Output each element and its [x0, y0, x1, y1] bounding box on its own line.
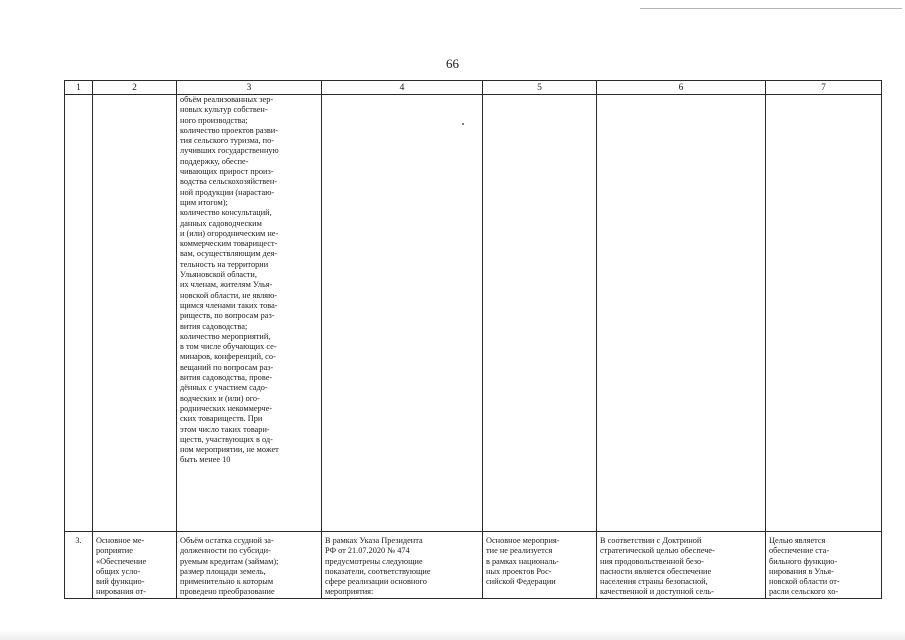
cell-activity-name: Основное ме- роприятие «Обеспечение общих усло- вий функцио- нирования от- — [93, 532, 177, 599]
cell-col-7: Целью является обеспечение ста- бильного функцио- нирования в Улья- новской области от- расли сельского хо- — [766, 532, 882, 599]
table-row-continued — [65, 95, 882, 532]
scan-speck — [462, 123, 464, 125]
header-col-5: 5 — [483, 81, 597, 95]
page-number: 66 — [446, 56, 459, 71]
cell-activity-name — [93, 95, 177, 532]
header-col-4: 4 — [322, 81, 483, 95]
table-row-3 — [65, 532, 882, 599]
header-col-3: 3 — [177, 81, 322, 95]
cell-indicators: Объём остатка ссудной за- долженности по субсиди- руемым кредитам (займам); размер площади земель, применительно к которым проведено преобразование — [177, 532, 322, 599]
header-row — [65, 81, 882, 95]
cell-col-4 — [322, 95, 483, 532]
cell-col-4: В рамках Указа Президента РФ от 21.07.2020 № 474 предусмотрены следующие показатели, соответствующие сфере реализации основного мероприятия: — [322, 532, 483, 599]
scan-bottom-edge — [0, 630, 905, 640]
header-col-6: 6 — [597, 81, 766, 95]
program-table — [64, 80, 882, 599]
header-col-2: 2 — [93, 81, 177, 95]
header-col-1: 1 — [65, 81, 93, 95]
cell-col-5: Основное мероприя- тие не реализуется в рамках националь- ных проектов Рос- сийской Федерации — [483, 532, 597, 599]
cell-num — [65, 95, 93, 532]
scan-edge-line — [640, 8, 902, 9]
cell-indicators: объём реализованных зер- новых культур собствен- ного производства; количество проектов разви- тия сельского туризма, по- лучивших государственную поддержку, обеспе- чивающих прирост произ- водства сельскохозяйствен- ной продукции (нарастаю- щим итогом); количество консультаций, данных садоводческим и (или) огородническим не- коммерческим товарищест- вам, осуществляющим дея- тельность на территории Ульяновской области, их членам, жителям Улья- новской области, не являю- щимся членами таких това- риществ, по вопросам раз- вития садоводства; количество мероприятий, в том числе обучающих се- минаров, конференций, со- вещаний по вопросам раз- вития садоводства, прове- дённых с участием садо- водческих и (или) ого- роднических некоммерче- ских товариществ. При этом число таких товари- ществ, участвующих в од- ном мероприятии, не может быть менее 10 — [177, 95, 322, 532]
header-col-7: 7 — [766, 81, 882, 95]
cell-col-7 — [766, 95, 882, 532]
cell-col-6: В соответствии с Доктриной стратегической целью обеспече- ния продовольственной безо- пасности является обеспечение населения страны безопасной, качественной и доступной сель- — [597, 532, 766, 599]
cell-col-6 — [597, 95, 766, 532]
cell-num: 3. — [65, 532, 93, 599]
cell-col-5 — [483, 95, 597, 532]
